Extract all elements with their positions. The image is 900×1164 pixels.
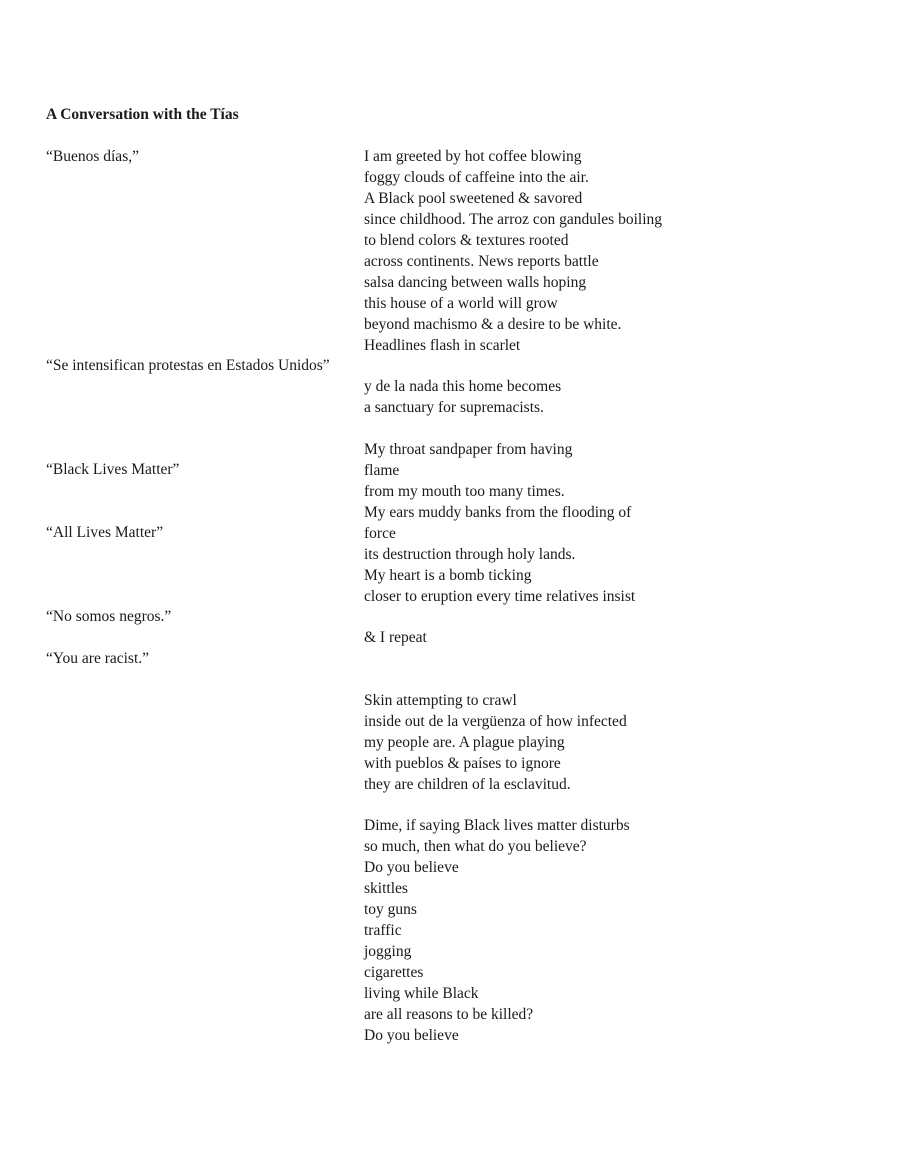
right-line-27: Dime, if saying Black lives matter disturbs [364,817,630,834]
right-line-4: since childhood. The arroz con gandules boiling [364,211,663,228]
right-line-3: A Black pool sweetened & savored [364,190,583,207]
right-line-32: traffic [364,922,402,939]
right-line-22: Skin attempting to crawl [364,692,517,709]
right-line-14: flame [364,462,400,479]
left-line-1: “Buenos días,” [46,148,139,165]
right-line-34: cigarettes [364,964,424,981]
right-line-33: jogging [364,943,412,960]
right-line-13: My throat sandpaper from having [364,441,573,458]
right-line-16: My ears muddy banks from the flooding of [364,504,632,521]
right-line-28: so much, then what do you believe? [364,838,587,855]
left-line-6: “You are racist.” [46,650,150,667]
right-line-18: its destruction through holy lands. [364,546,576,563]
right-line-11: y de la nada this home becomes [364,378,562,395]
right-line-21: & I repeat [364,629,427,646]
right-line-6: across continents. News reports battle [364,253,599,270]
right-line-23: inside out de la vergüenza of how infected [364,713,627,730]
right-line-26: they are children of la esclavitud. [364,776,571,793]
right-line-37: Do you believe [364,1027,459,1044]
right-line-12: a sanctuary for supremacists. [364,399,544,416]
right-line-5: to blend colors & textures rooted [364,232,569,249]
right-line-35: living while Black [364,985,479,1002]
right-line-8: this house of a world will grow [364,295,558,312]
right-line-2: foggy clouds of caffeine into the air. [364,169,589,186]
left-line-3: “Black Lives Matter” [46,461,180,478]
left-line-4: “All Lives Matter” [46,524,164,541]
right-line-25: with pueblos & países to ignore [364,755,561,772]
right-line-19: My heart is a bomb ticking [364,567,532,584]
right-line-15: from my mouth too many times. [364,483,565,500]
right-line-30: skittles [364,880,408,897]
right-line-10: Headlines flash in scarlet [364,337,521,354]
right-line-29: Do you believe [364,859,459,876]
right-line-24: my people are. A plague playing [364,734,565,751]
right-line-9: beyond machismo & a desire to be white. [364,316,622,333]
right-line-20: closer to eruption every time relatives insist [364,588,636,605]
left-line-2: “Se intensifican protestas en Estados Unidos” [46,357,330,374]
poem-title: A Conversation with the Tías [46,106,239,123]
right-line-1: I am greeted by hot coffee blowing [364,148,582,165]
left-line-5: “No somos negros.” [46,608,172,625]
right-line-36: are all reasons to be killed? [364,1006,534,1023]
right-line-17: force [364,525,396,542]
right-line-7: salsa dancing between walls hoping [364,274,587,291]
right-line-31: toy guns [364,901,417,918]
